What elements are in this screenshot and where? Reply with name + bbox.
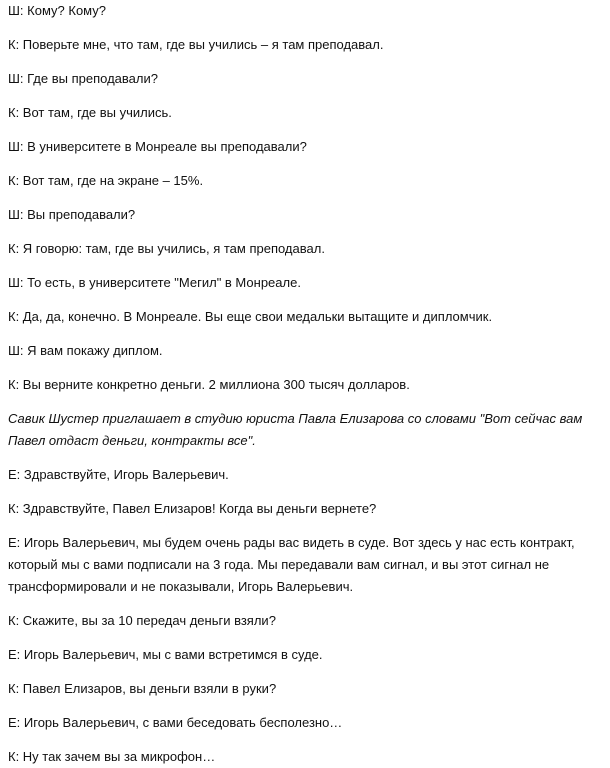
paragraph: К: Ну так зачем вы за микрофон… bbox=[8, 749, 216, 764]
paragraph: Ш: В университете в Монреале вы преподавали? bbox=[8, 139, 307, 154]
paragraph: К: Вот там, где на экране – 15%. bbox=[8, 173, 204, 188]
paragraph: К: Здравствуйте, Павел Елизаров! Когда вы деньги вернете? bbox=[8, 501, 377, 516]
paragraph: К: Поверьте мне, что там, где вы учились – я там преподавал. bbox=[8, 37, 384, 52]
paragraph: Ш: Вы преподавали? bbox=[8, 207, 136, 222]
paragraph: Ш: Кому? Кому? bbox=[8, 3, 106, 18]
stage-direction: Савик Шустер приглашает в студию юриста Павла Елизарова со словами "Вот сейчас вам Павел отдаст деньги, контракты все". bbox=[8, 411, 583, 448]
paragraph: Ш: Где вы преподавали? bbox=[8, 71, 158, 86]
paragraph: К: Скажите, вы за 10 передач деньги взяли? bbox=[8, 613, 276, 628]
paragraph: К: Вот там, где вы учились. bbox=[8, 105, 172, 120]
paragraph: Е: Здравствуйте, Игорь Валерьевич. bbox=[8, 467, 229, 482]
paragraph: К: Вы верните конкретно деньги. 2 миллиона 300 тысяч долларов. bbox=[8, 377, 410, 392]
paragraph: К: Я говорю: там, где вы учились, я там преподавал. bbox=[8, 241, 325, 256]
paragraph: Е: Игорь Валерьевич, мы с вами встретимся в суде. bbox=[8, 647, 323, 662]
paragraph: Ш: То есть, в университете "Мегил" в Монреале. bbox=[8, 275, 301, 290]
paragraph: Е: Игорь Валерьевич, мы будем очень рады вас видеть в суде. Вот здесь у нас есть контракт, который мы с вами подписали на 3 года. Мы передавали вам сигнал, и вы этот сигнал не трансформировали и не показывали, Игорь Валерьевич. bbox=[8, 535, 575, 594]
paragraph: К: Павел Елизаров, вы деньги взяли в руки? bbox=[8, 681, 277, 696]
transcript-document bbox=[8, 0, 604, 768]
paragraph: Ш: Я вам покажу диплом. bbox=[8, 343, 163, 358]
paragraph: Е: Игорь Валерьевич, с вами беседовать бесполезно… bbox=[8, 715, 343, 730]
paragraph: К: Да, да, конечно. В Монреале. Вы еще свои медальки вытащите и дипломчик. bbox=[8, 309, 493, 324]
